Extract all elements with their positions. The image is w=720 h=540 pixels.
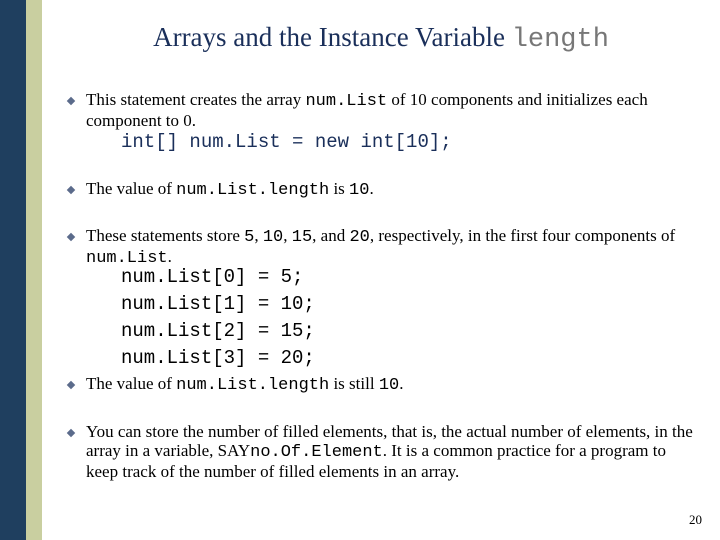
slide-title: Arrays and the Instance Variable length <box>153 22 609 55</box>
sidebar-dark-band <box>0 0 26 540</box>
page-number: 20 <box>689 512 702 527</box>
bullet-icon <box>67 97 75 105</box>
code-declaration: int[] num.List = new int[10]; <box>121 131 452 153</box>
code-assignment-line: num.List[1] = 10; <box>121 293 315 315</box>
code-assignment-line: num.List[3] = 20; <box>121 347 315 369</box>
sidebar-light-band <box>26 0 42 540</box>
bullet-icon <box>67 381 75 389</box>
bullet-3-text: These statements store 5, 10, 15, and 20, respectively, in the first four components of num.List. <box>86 226 676 268</box>
bullet-icon <box>67 429 75 437</box>
bullet-5-text: You can store the number of filled elements, that is, the actual number of elements, in the array in a variable, SAYno.Of.Element. It is a common practice for a program to keep track of the number of filled elements in an array. <box>86 422 693 481</box>
code-assignment-line: num.List[2] = 15; <box>121 320 315 342</box>
bullet-icon <box>67 186 75 194</box>
bullet-icon <box>67 233 75 241</box>
code-assignment-line: num.List[0] = 5; <box>121 266 304 288</box>
bullet-1-text: This statement creates the array num.List of 10 components and initializes each component to 0. <box>86 90 648 130</box>
bullet-2-text: The value of num.List.length is 10. <box>86 179 374 200</box>
bullet-4-text: The value of num.List.length is still 10. <box>86 374 404 395</box>
